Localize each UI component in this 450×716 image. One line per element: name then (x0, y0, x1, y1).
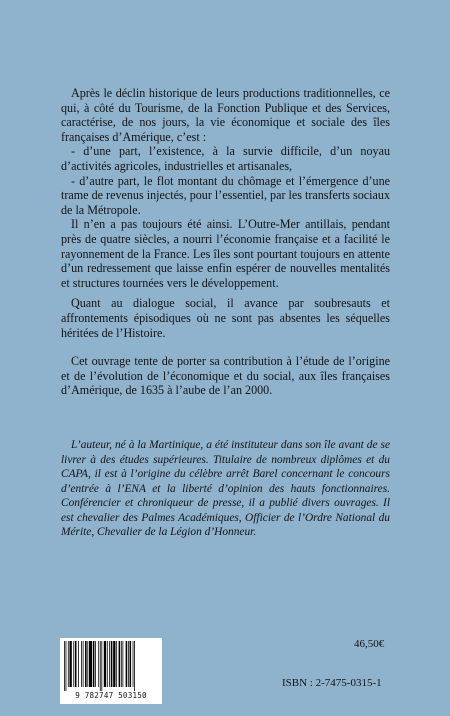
barcode-bar (95, 641, 96, 687)
blurb-paragraph-2: - d’une part, l’existence, à la survie difficile, d’un noyau d’activités agricoles, industrielles et artisanales, (61, 144, 390, 173)
barcode-bar (66, 641, 67, 691)
barcode-bar (83, 641, 84, 687)
blurb-paragraph-1: Après le déclin historique de leurs productions traditionnelles, ce qui, à côté du Tourisme, de la Fonction Publique et des Services, caractérise, de nos jours, la vie économique et sociale des îles françaises d’Amérique, c’est : (61, 86, 390, 144)
barcode (60, 638, 162, 704)
blurb-paragraph-3: - d’autre part, le flot montant du chômage et l’émergence d’une trame de revenus injectés, pour l’essentiel, par les transferts sociaux de la Métropole. (61, 173, 390, 217)
barcode-bar (126, 641, 128, 687)
barcode-bar (100, 641, 101, 691)
barcode-number: 9 782747 503150 (75, 691, 147, 700)
barcode-bar (68, 641, 69, 687)
barcode-bar (81, 641, 82, 687)
barcode-bar (78, 641, 79, 687)
barcode-bar (109, 641, 110, 687)
blurb-paragraph-4: Il n’en a pas toujours été ainsi. L’Outre-Mer antillais, pendant près de quatre siècles, a nourri l’économie française et a facilité le rayonnement de la France. Les îles sont pourtant toujours en attente d’un redressement que laisse enfin espérer de nouvelles mentalités et structures tournées vers le développement. (61, 217, 390, 290)
barcode-bar (75, 641, 77, 687)
barcode-bar (116, 641, 117, 687)
barcode-bar (85, 641, 87, 687)
blurb-paragraph-6: Cet ouvrage tente de porter sa contribution à l’étude de l’origine et de l’évolution de l’économique et du social, aux îles françaises d’Amérique, de 1635 à l’aube de l’an 2000. (61, 354, 390, 398)
barcode-bar (113, 641, 115, 687)
barcode-bars (64, 641, 158, 691)
barcode-bar (69, 641, 71, 687)
barcode-bar (121, 641, 122, 687)
barcode-bar (89, 641, 92, 687)
isbn: ISBN : 2-7475-0315-1 (282, 677, 382, 689)
barcode-bar (130, 641, 132, 687)
barcode-bar (134, 641, 135, 691)
blurb-paragraph-5: Quant au dialogue social, il avance par soubresauts et affrontements épisodiques où ne sont pas absentes les séquelles héritées de l’Histoire. (61, 296, 390, 340)
barcode-bar (64, 641, 65, 691)
barcode-bar (93, 641, 95, 687)
barcode-bar (128, 641, 129, 687)
barcode-bar (101, 641, 102, 691)
author-bio: L’auteur, né à la Martinique, a été instituteur dans son île avant de se livrer à des études supérieures. Titulaire de nombreux diplômes et du CAPA, il est à l’origine du célèbre arrêt Barel concernant le concours d’entrée à l’ENA et la liberté d’opinion des hauts fonctionnaires. Conférencier et chroniqueur de presse, il a publié divers ouvrages. Il est chevalier des Palmes Académiques, Officier de l’Ordre National du Mérite, Chevalier de la Légion d’Honneur. (61, 439, 390, 538)
blurb (61, 86, 390, 398)
barcode-bar (98, 641, 99, 687)
barcode-bar (119, 641, 121, 687)
barcode-bar (104, 641, 106, 687)
barcode-bar (107, 641, 108, 687)
barcode-bar (133, 641, 134, 687)
barcode-bar (73, 641, 74, 687)
barcode-bar (111, 641, 113, 687)
barcode-bar (123, 641, 124, 687)
price: 46,50€ (354, 638, 385, 650)
barcode-bar (87, 641, 88, 687)
